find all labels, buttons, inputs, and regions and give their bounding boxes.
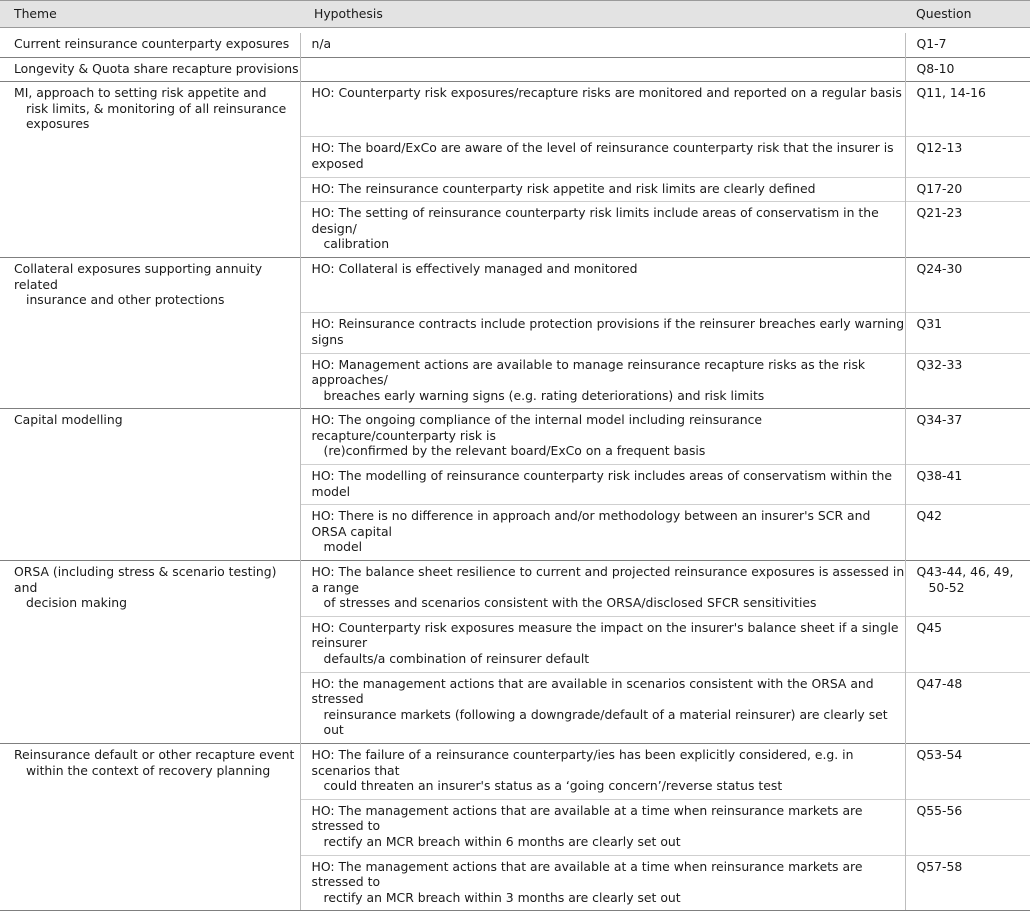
question-cell bbox=[905, 855, 1030, 911]
header-row bbox=[0, 1, 1030, 28]
hypothesis-cell bbox=[300, 616, 905, 672]
header-question: Question bbox=[905, 1, 1030, 28]
hypothesis-cell bbox=[300, 33, 905, 57]
header-hypothesis: Hypothesis bbox=[300, 1, 905, 28]
theme-cell bbox=[0, 799, 300, 855]
cell-line: model bbox=[312, 539, 905, 555]
table-row bbox=[0, 409, 1030, 465]
cell-line: n/a bbox=[312, 36, 905, 52]
table-row bbox=[0, 177, 1030, 202]
hypothesis-cell bbox=[300, 353, 905, 409]
theme-cell bbox=[0, 258, 300, 313]
hypothesis-cell bbox=[300, 465, 905, 505]
theme-cell bbox=[0, 57, 300, 82]
hypothesis-cell bbox=[300, 202, 905, 258]
cell-line: HO: There is no difference in approach and/or methodology between an insurer's SCR and ORSA capital bbox=[312, 508, 905, 539]
cell-line: Q55-56 bbox=[917, 803, 1030, 819]
question-cell bbox=[905, 33, 1030, 57]
hypothesis-cell bbox=[300, 258, 905, 313]
cell-line: decision making bbox=[14, 595, 300, 611]
cell-line: Q21-23 bbox=[917, 205, 1030, 221]
cell-line: HO: Management actions are available to manage reinsurance recapture risks as the risk approaches/ bbox=[312, 357, 905, 388]
question-cell bbox=[905, 57, 1030, 82]
table-row bbox=[0, 82, 1030, 137]
table-row bbox=[0, 353, 1030, 409]
cell-line: could threaten an insurer's status as a ‘going concern’/reverse status test bbox=[312, 778, 905, 794]
cell-line: 50-52 bbox=[917, 580, 1030, 596]
question-cell bbox=[905, 353, 1030, 409]
table-row bbox=[0, 465, 1030, 505]
theme-cell bbox=[0, 672, 300, 743]
hypothesis-cell bbox=[300, 672, 905, 743]
question-cell bbox=[905, 505, 1030, 561]
question-cell bbox=[905, 313, 1030, 353]
cell-line: of stresses and scenarios consistent with the ORSA/disclosed SFCR sensitivities bbox=[312, 595, 905, 611]
hypothesis-cell bbox=[300, 57, 905, 82]
table-row bbox=[0, 743, 1030, 799]
table-row bbox=[0, 855, 1030, 911]
theme-cell bbox=[0, 743, 300, 799]
cell-line: Q32-33 bbox=[917, 357, 1030, 373]
table-row bbox=[0, 505, 1030, 561]
cell-line: Q45 bbox=[917, 620, 1030, 636]
cell-line: HO: The reinsurance counterparty risk appetite and risk limits are clearly defined bbox=[312, 181, 905, 197]
theme-cell bbox=[0, 353, 300, 409]
cell-line: Current reinsurance counterparty exposures bbox=[14, 36, 300, 52]
question-cell bbox=[905, 799, 1030, 855]
theme-cell bbox=[0, 82, 300, 137]
theme-cell bbox=[0, 33, 300, 57]
cell-line: Q12-13 bbox=[917, 140, 1030, 156]
cell-line: HO: Collateral is effectively managed and monitored bbox=[312, 261, 905, 277]
cell-line: Reinsurance default or other recapture event bbox=[14, 747, 300, 763]
cell-line: Q57-58 bbox=[917, 859, 1030, 875]
theme-cell bbox=[0, 616, 300, 672]
cell-line: calibration bbox=[312, 236, 905, 252]
hypothesis-cell bbox=[300, 855, 905, 911]
hypothesis-cell bbox=[300, 313, 905, 353]
cell-line: breaches early warning signs (e.g. rating deteriorations) and risk limits bbox=[312, 388, 905, 404]
table-row bbox=[0, 33, 1030, 57]
table-row bbox=[0, 799, 1030, 855]
table-row bbox=[0, 313, 1030, 353]
question-cell bbox=[905, 743, 1030, 799]
cell-line: Q34-37 bbox=[917, 412, 1030, 428]
question-cell bbox=[905, 177, 1030, 202]
cell-line: Q47-48 bbox=[917, 676, 1030, 692]
cell-line: MI, approach to setting risk appetite and bbox=[14, 85, 300, 101]
cell-line: HO: The balance sheet resilience to current and projected reinsurance exposures is assessed in a range bbox=[312, 564, 905, 595]
theme-cell bbox=[0, 313, 300, 353]
hypothesis-cell bbox=[300, 505, 905, 561]
cell-line: (re)confirmed by the relevant board/ExCo on a frequent basis bbox=[312, 443, 905, 459]
theme-cell bbox=[0, 855, 300, 911]
cell-line: Q42 bbox=[917, 508, 1030, 524]
table-row bbox=[0, 57, 1030, 82]
question-cell bbox=[905, 616, 1030, 672]
cell-line: within the context of recovery planning bbox=[14, 763, 300, 779]
cell-line: HO: Reinsurance contracts include protection provisions if the reinsurer breaches early warning signs bbox=[312, 316, 905, 347]
cell-line: Q11, 14-16 bbox=[917, 85, 1030, 101]
question-cell bbox=[905, 672, 1030, 743]
cell-line: HO: The setting of reinsurance counterparty risk limits include areas of conservatism in the design/ bbox=[312, 205, 905, 236]
cell-line: exposures bbox=[14, 116, 300, 132]
cell-line: HO: the management actions that are available in scenarios consistent with the ORSA and stressed bbox=[312, 676, 905, 707]
cell-line: Capital modelling bbox=[14, 412, 300, 428]
cell-line: Q24-30 bbox=[917, 261, 1030, 277]
question-cell bbox=[905, 202, 1030, 258]
table-row bbox=[0, 137, 1030, 177]
cell-line: HO: The management actions that are available at a time when reinsurance markets are stressed to bbox=[312, 859, 905, 890]
cell-line: HO: The ongoing compliance of the internal model including reinsurance recapture/counterparty risk is bbox=[312, 412, 905, 443]
theme-cell bbox=[0, 505, 300, 561]
cell-line: rectify an MCR breach within 6 months are clearly set out bbox=[312, 834, 905, 850]
table-row bbox=[0, 561, 1030, 617]
cell-line: Q38-41 bbox=[917, 468, 1030, 484]
theme-cell bbox=[0, 465, 300, 505]
cell-line: Q17-20 bbox=[917, 181, 1030, 197]
hypothesis-cell bbox=[300, 137, 905, 177]
cell-line: HO: Counterparty risk exposures/recapture risks are monitored and reported on a regular basis bbox=[312, 85, 905, 101]
table-row bbox=[0, 258, 1030, 313]
theme-cell bbox=[0, 137, 300, 177]
table-row bbox=[0, 616, 1030, 672]
cell-line: HO: The failure of a reinsurance counterparty/ies has been explicitly considered, e.g. in scenarios that bbox=[312, 747, 905, 778]
hypothesis-cell bbox=[300, 82, 905, 137]
cell-line: defaults/a combination of reinsurer default bbox=[312, 651, 905, 667]
question-cell bbox=[905, 137, 1030, 177]
hypothesis-cell bbox=[300, 799, 905, 855]
cell-line: Q53-54 bbox=[917, 747, 1030, 763]
table-row bbox=[0, 202, 1030, 258]
question-cell bbox=[905, 258, 1030, 313]
cell-line: rectify an MCR breach within 3 months are clearly set out bbox=[312, 890, 905, 906]
cell-line: Q1-7 bbox=[917, 36, 1030, 52]
question-cell bbox=[905, 561, 1030, 617]
cell-line: HO: Counterparty risk exposures measure the impact on the insurer's balance sheet if a single reinsurer bbox=[312, 620, 905, 651]
header-theme: Theme bbox=[0, 1, 300, 28]
question-cell bbox=[905, 82, 1030, 137]
cell-line: ORSA (including stress & scenario testing) and bbox=[14, 564, 300, 595]
hypothesis-cell bbox=[300, 409, 905, 465]
cell-line: HO: The management actions that are available at a time when reinsurance markets are stressed to bbox=[312, 803, 905, 834]
cell-line: Longevity & Quota share recapture provisions bbox=[14, 61, 300, 77]
cell-line: Q8-10 bbox=[917, 61, 1030, 77]
question-cell bbox=[905, 409, 1030, 465]
theme-cell bbox=[0, 177, 300, 202]
cell-line: insurance and other protections bbox=[14, 292, 300, 308]
table-row bbox=[0, 672, 1030, 743]
cell-line: HO: The board/ExCo are aware of the level of reinsurance counterparty risk that the insurer is exposed bbox=[312, 140, 905, 171]
cell-line: reinsurance markets (following a downgrade/default of a material reinsurer) are clearly set out bbox=[312, 707, 905, 738]
question-cell bbox=[905, 465, 1030, 505]
cell-line: HO: The modelling of reinsurance counterparty risk includes areas of conservatism within the model bbox=[312, 468, 905, 499]
theme-cell bbox=[0, 561, 300, 617]
hypothesis-cell bbox=[300, 561, 905, 617]
hypothesis-cell bbox=[300, 743, 905, 799]
theme-cell bbox=[0, 202, 300, 258]
cell-line: risk limits, & monitoring of all reinsurance bbox=[14, 101, 300, 117]
hypothesis-cell bbox=[300, 177, 905, 202]
theme-cell bbox=[0, 409, 300, 465]
cell-line: Q31 bbox=[917, 316, 1030, 332]
cell-line: Collateral exposures supporting annuity related bbox=[14, 261, 300, 292]
cell-line: Q43-44, 46, 49, bbox=[917, 564, 1030, 580]
